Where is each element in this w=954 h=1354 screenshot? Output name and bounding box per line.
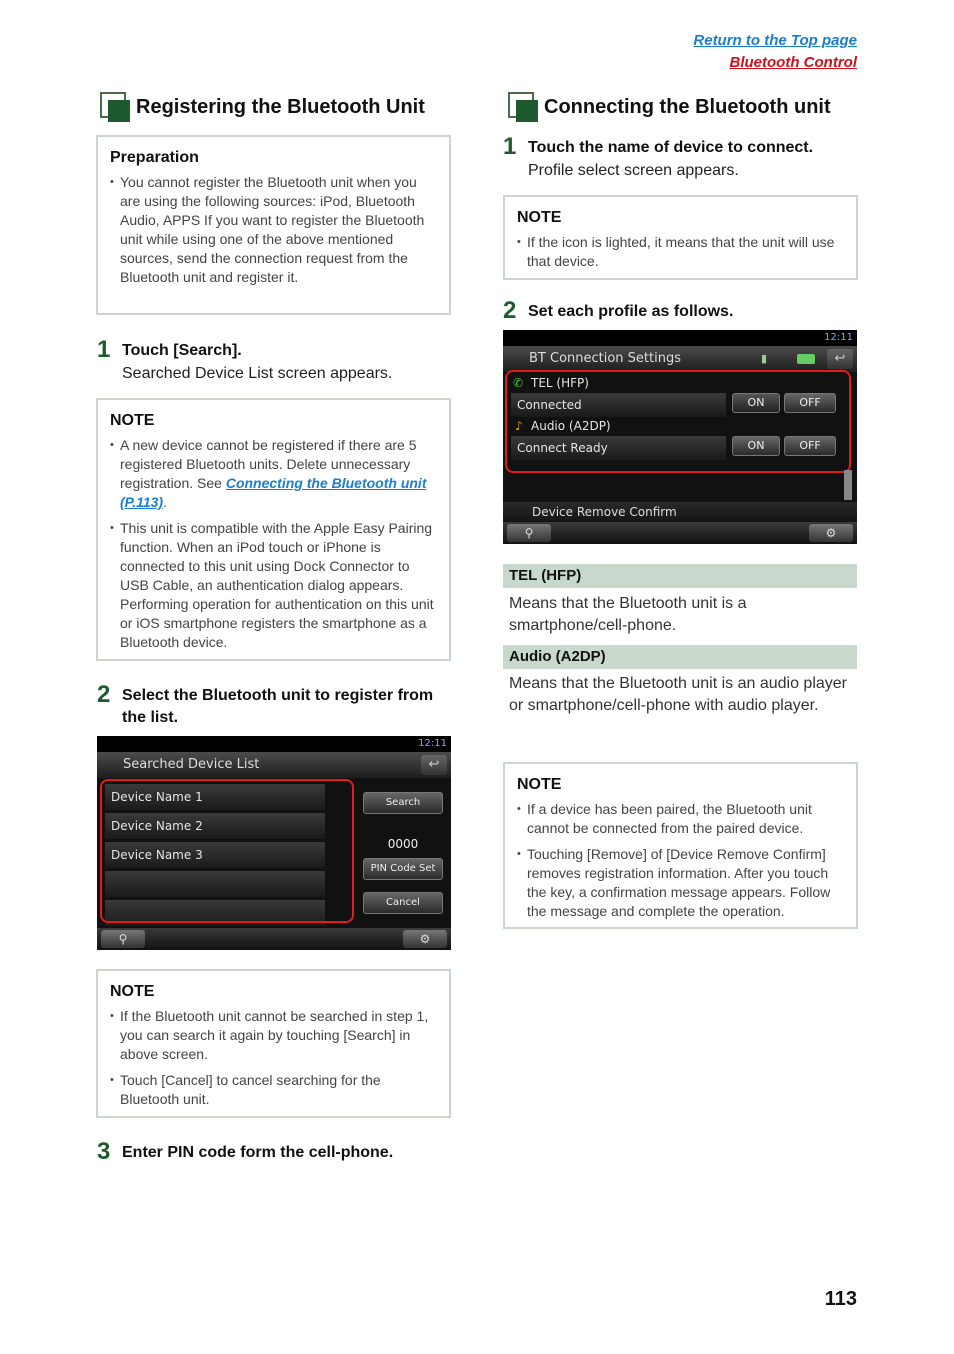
note-box-2 (96, 969, 451, 1118)
highlight-frame (100, 779, 354, 923)
note-heading: NOTE (110, 412, 155, 429)
note-item: • If the Bluetooth unit cannot be searched in step 1, you can search it again by touching [Search] in above screen. (110, 1007, 437, 1064)
preparation-box (96, 135, 451, 315)
tel-hfp-band: TEL (HFP) (503, 564, 857, 588)
step-text: Touch [Search]. (122, 342, 242, 359)
note-item: • A new device cannot be registered if there are 5 registered Bluetooth units. Delete unnecessary registration. See Connecting the Bluetooth unit (P.113). (110, 436, 437, 512)
bottom-bar (97, 928, 451, 950)
tel-on-button[interactable]: ON (732, 393, 780, 413)
section-title-text: Connecting the Bluetooth unit (544, 95, 831, 118)
note-item: • If the icon is lighted, it means that the unit will use that device. (517, 233, 844, 271)
phone-icon: ✆ (513, 376, 524, 390)
step-text: Enter PIN code form the cell-phone. (122, 1144, 394, 1161)
back-icon[interactable]: ↩ (421, 755, 447, 775)
device-row[interactable]: Device Name 2 (105, 813, 325, 839)
status-bar: 12:11 (97, 736, 451, 752)
scrollbar[interactable] (844, 470, 852, 500)
status-bar: 12:11 (503, 330, 857, 346)
page-number: 113 (824, 1288, 857, 1310)
tel-hfp-description: Means that the Bluetooth unit is a smartphone/cell-phone. (509, 595, 747, 634)
section-title-registering (100, 92, 425, 122)
note-heading: NOTE (110, 983, 155, 1000)
bluetooth-control-link[interactable]: Bluetooth Control (729, 54, 857, 71)
audio-off-button[interactable]: OFF (784, 436, 836, 456)
step-number: 1 (97, 336, 111, 363)
step-2-right (503, 297, 857, 327)
step-number: 2 (503, 297, 517, 324)
tel-off-button[interactable]: OFF (784, 393, 836, 413)
audio-on-button[interactable]: ON (732, 436, 780, 456)
search-button[interactable]: Search (363, 792, 443, 814)
profile-status: Connect Ready (511, 436, 726, 460)
step-sub: Profile select screen appears. (528, 162, 739, 179)
signal-icon: ▮ (761, 352, 768, 365)
screen-title: BT Connection Settings (503, 346, 857, 372)
back-icon[interactable]: ↩ (827, 349, 853, 369)
bottom-bar (503, 522, 857, 544)
profile-status: Connected (511, 393, 726, 417)
pin-code-set-button[interactable]: PIN Code Set (363, 858, 443, 880)
step-3-left (97, 1138, 447, 1172)
step-number: 3 (97, 1138, 111, 1165)
profile-label: Audio (A2DP) (531, 419, 611, 433)
step-number: 1 (503, 133, 517, 160)
note-item: • Touch [Cancel] to cancel searching for the Bluetooth unit. (110, 1071, 437, 1109)
step-sub: Searched Device List screen appears. (122, 365, 393, 382)
step-text: Set each profile as follows. (528, 303, 734, 320)
searched-device-list-screen (97, 736, 451, 950)
step-text: Touch the name of device to connect. (528, 139, 814, 156)
audio-a2dp-description: Means that the Bluetooth unit is an audio player or smartphone/cell-phone with audio player. (509, 675, 847, 714)
screen-title: Searched Device List (97, 752, 451, 778)
device-remove-row[interactable]: Device Remove Confirm (503, 502, 857, 522)
device-row[interactable]: Device Name 1 (105, 784, 325, 810)
section-icon (100, 92, 130, 122)
bt-search-icon[interactable]: ⚲ (101, 930, 145, 948)
battery-icon (797, 354, 815, 364)
note-box-right-1 (503, 195, 858, 280)
return-top-link[interactable]: Return to the Top page (693, 32, 857, 49)
note-heading: NOTE (517, 776, 562, 793)
bt-connection-settings-screen (503, 330, 857, 544)
note-item: • Touching [Remove] of [Device Remove Confirm] removes registration information. After you touch the key, a confirmation message appears. Follow the message and complete the operation. (517, 845, 844, 921)
preparation-heading: Preparation (110, 149, 199, 166)
step-1-left (97, 336, 447, 390)
section-title-connecting (508, 92, 831, 122)
note-box-1 (96, 398, 451, 661)
settings-icon[interactable]: ⚙ (809, 524, 853, 542)
connecting-bluetooth-link[interactable]: Connecting the Bluetooth unit (P.113) (120, 475, 427, 510)
highlight-frame (505, 370, 851, 473)
music-note-icon: ♪ (515, 419, 523, 433)
note-heading: NOTE (517, 209, 562, 226)
audio-a2dp-band: Audio (A2DP) (503, 645, 857, 669)
pin-value: 0000 (387, 837, 419, 851)
step-number: 2 (97, 681, 111, 708)
note-box-right-2 (503, 762, 858, 929)
step-text: Select the Bluetooth unit to register from the list. (122, 687, 434, 726)
bt-search-icon[interactable]: ⚲ (507, 524, 551, 542)
profile-label: TEL (HFP) (531, 376, 589, 390)
preparation-item: • You cannot register the Bluetooth unit when you are using the following sources: iPod, Bluetooth Audio, APPS If you want to register the Bluetooth unit while using one of the above mentioned sources, send the connection request from the Bluetooth unit and register it. (110, 173, 437, 287)
note-item: • This unit is compatible with the Apple Easy Pairing function. When an iPod touch or iPhone is connected to this unit using Dock Connector to USB Cable, an authentication dialog appears. Performing operation for authentication on this unit or iOS smartphone registers the smartphone as a Bluetooth device. (110, 519, 437, 652)
section-icon (508, 92, 538, 122)
device-row[interactable]: Device Name 3 (105, 842, 325, 868)
cancel-button[interactable]: Cancel (363, 892, 443, 914)
note-item: • If a device has been paired, the Bluetooth unit cannot be connected from the paired device. (517, 800, 844, 838)
step-1-right (503, 133, 857, 187)
step-2-left (97, 681, 447, 735)
section-title-text: Registering the Bluetooth Unit (136, 95, 425, 118)
settings-icon[interactable]: ⚙ (403, 930, 447, 948)
